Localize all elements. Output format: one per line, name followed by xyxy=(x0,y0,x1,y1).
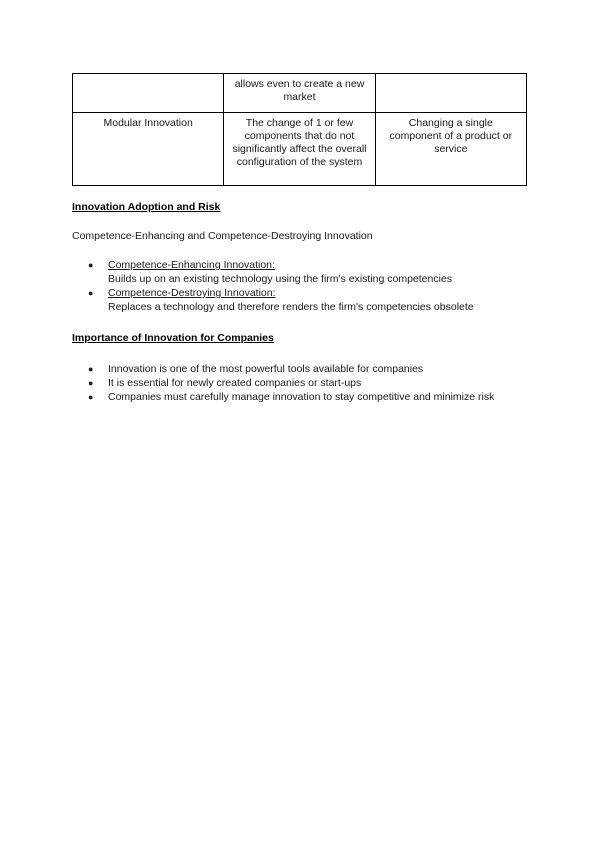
table-cell: allows even to create a new market xyxy=(224,74,375,113)
list-item xyxy=(72,258,542,286)
list-item xyxy=(72,362,542,376)
importance-list xyxy=(72,362,542,404)
list-item-term: Competence-Destroying Innovation: xyxy=(108,287,276,299)
list-item xyxy=(72,286,542,314)
bullet-icon: ● xyxy=(88,392,94,402)
table-cell xyxy=(375,74,526,113)
list-item-term: Competence-Enhancing Innovation: xyxy=(108,259,275,271)
competence-list xyxy=(72,258,542,314)
section-heading-importance: Importance of Innovation for Companies xyxy=(72,332,274,344)
list-item xyxy=(72,376,542,390)
table-cell: Modular Innovation xyxy=(73,113,224,186)
list-item xyxy=(72,390,542,404)
list-item-desc: Builds up on an existing technology using the firm's existing competencies xyxy=(108,273,453,285)
section-intro: Competence-Enhancing and Competence-Destroying Innovation xyxy=(72,230,373,242)
table-cell: The change of 1 or few components that do not significantly affect the overall configuration of the system xyxy=(224,113,375,186)
bullet-icon: ● xyxy=(88,364,94,374)
bullet-icon: ● xyxy=(88,378,94,388)
bullet-icon: ● xyxy=(88,260,94,270)
list-item-text: Companies must carefully manage innovation to stay competitive and minimize risk xyxy=(108,391,495,403)
innovation-types-table xyxy=(72,73,527,186)
table-cell: Changing a single component of a product or service xyxy=(375,113,526,186)
table-row xyxy=(73,74,527,113)
list-item-text: It is essential for newly created companies or start-ups xyxy=(108,377,362,389)
list-item-desc: Replaces a technology and therefore renders the firm's competencies obsolete xyxy=(108,301,474,313)
bullet-icon: ● xyxy=(88,288,94,298)
table-cell xyxy=(73,74,224,113)
table-row xyxy=(73,113,527,186)
section-heading-adoption-risk: Innovation Adoption and Risk xyxy=(72,201,221,213)
list-item-text: Innovation is one of the most powerful tools available for companies xyxy=(108,363,424,375)
